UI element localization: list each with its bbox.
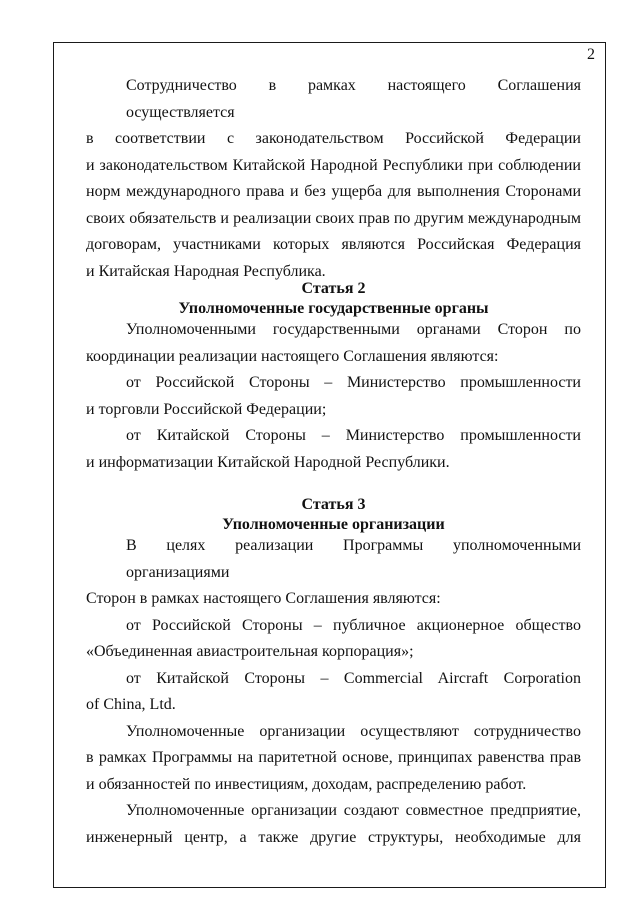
article-3-p4-line-1: Уполномоченные организации осуществляют сотрудничество bbox=[126, 722, 581, 740]
article-3-number: Статья 3 bbox=[301, 496, 366, 513]
article-3-p4-line-3: и обязанностей по инвестициям, доходам, распределению работ. bbox=[86, 775, 527, 793]
article-2-number: Статья 2 bbox=[301, 280, 366, 297]
article-3-p5-line-1: Уполномоченные организации создают совместное предприятие, bbox=[126, 802, 581, 819]
article-2-p2-line-1: от Российской Стороны – Министерство промышленности bbox=[126, 374, 581, 391]
page-number: 2 bbox=[587, 46, 595, 63]
article-3-title: Уполномоченные организации bbox=[222, 516, 445, 533]
article-2-p3-line-2: и информатизации Китайской Народной Республики. bbox=[86, 453, 450, 471]
article-2-p3-line-1: от Китайской Стороны – Министерство промышленности bbox=[126, 427, 581, 444]
intro-line-6: договорам, участниками которых являются Российская Федерация bbox=[86, 236, 581, 253]
article-2-p1-line-2: координации реализации настоящего Соглашения являются: bbox=[86, 347, 499, 365]
article-3-p5-line-2: инженерный центр, а также другие структуры, необходимые для bbox=[86, 828, 581, 846]
article-3-p3-line-1: от Китайской Стороны – Commercial Aircraft Corporation bbox=[126, 669, 581, 687]
article-2-heading bbox=[86, 279, 581, 319]
intro-line-4: норм международного права и без ущерба для выполнения Сторонами bbox=[86, 183, 581, 200]
article-2-body bbox=[86, 317, 581, 476]
intro-line-7: и Китайская Народная Республика. bbox=[86, 262, 326, 280]
article-3-p1-line-2: Сторон в рамках настоящего Соглашения являются: bbox=[86, 590, 441, 607]
intro-paragraph bbox=[86, 73, 581, 285]
article-2-p1-line-1: Уполномоченными государственными органами Сторон по bbox=[126, 321, 581, 338]
article-3-p2-line-1: от Российской Стороны – публичное акционерное общество bbox=[126, 616, 581, 634]
article-3-p3-line-2: of China, Ltd. bbox=[86, 696, 176, 713]
intro-line-1: Сотрудничество в рамках настоящего Соглашения осуществляется bbox=[126, 77, 581, 121]
intro-line-2: в соответствии с законодательством Российской Федерации bbox=[86, 130, 581, 147]
intro-line-5: своих обязательств и реализации своих прав по другим международным bbox=[86, 209, 581, 227]
article-3-p2-line-2: «Объединенная авиастроительная корпорация»; bbox=[86, 643, 414, 660]
article-3-p4-line-2: в рамках Программы на паритетной основе, принципах равенства прав bbox=[86, 749, 581, 766]
article-3-p1-line-1: В целях реализации Программы уполномоченными организациями bbox=[126, 537, 581, 581]
intro-line-3: и законодательством Китайской Народной Республики при соблюдении bbox=[86, 156, 581, 174]
article-2-title: Уполномоченные государственные органы bbox=[178, 300, 489, 317]
article-3-body bbox=[86, 533, 581, 851]
article-2-p2-line-2: и торговли Российской Федерации; bbox=[86, 400, 327, 418]
article-3-heading bbox=[86, 495, 581, 535]
